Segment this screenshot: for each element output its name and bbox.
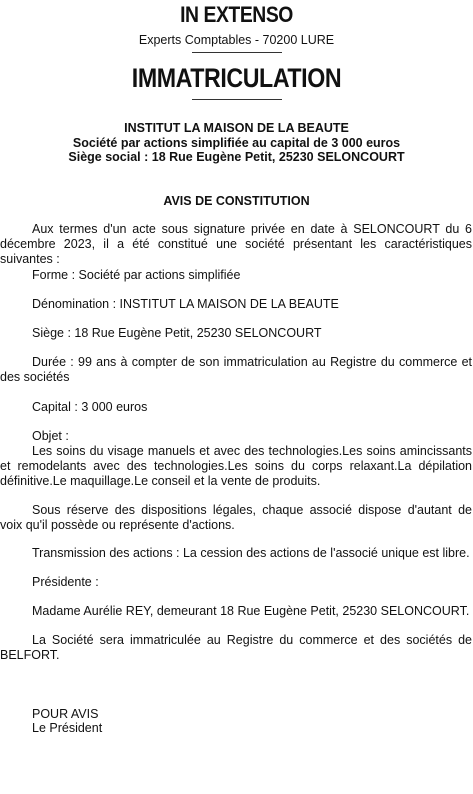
paragraph-immatriculation: La Société sera immatriculée au Registre du commerce et des sociétés de BELFORT. xyxy=(0,633,472,662)
paragraph-voix: Sous réserve des dispositions légales, chaque associé dispose d'autant de voix qu'il possède ou représente d'actions. xyxy=(0,503,472,532)
divider-heading xyxy=(192,99,282,100)
divider-top xyxy=(192,52,282,53)
notice-heading: IMMATRICULATION xyxy=(131,63,342,93)
signoff-pour-avis: POUR AVIS xyxy=(32,707,99,721)
brand-subtitle: Experts Comptables - 70200 LURE xyxy=(138,33,335,47)
paragraph-presidente-label: Présidente : xyxy=(32,575,99,589)
signoff-block xyxy=(32,707,102,735)
company-form-capital: Société par actions simplifiée au capital de 3 000 euros xyxy=(72,135,401,150)
company-seat: Siège social : 18 Rue Eugène Petit, 25230 SELONCOURT xyxy=(68,150,405,164)
paragraph-duree: Durée : 99 ans à compter de son immatriculation au Registre du commerce et des sociétés xyxy=(0,355,472,384)
company-name: INSTITUT LA MAISON DE LA BEAUTE xyxy=(124,121,349,135)
paragraph-intro: Aux termes d'un acte sous signature privée en date à SELONCOURT du 6 décembre 2023, il a été constitué une société présentant les caractéristiques suivantes : xyxy=(0,222,472,266)
paragraph-transmission: Transmission des actions : La cession des actions de l'associé unique est libre. xyxy=(32,546,470,560)
paragraph-objet-label: Objet : xyxy=(32,429,69,443)
company-block xyxy=(0,121,473,165)
notice-title: AVIS DE CONSTITUTION xyxy=(163,194,310,208)
brand-title: IN EXTENSO xyxy=(180,2,293,27)
paragraph-forme: Forme : Société par actions simplifiée xyxy=(32,268,241,282)
paragraph-presidente: Madame Aurélie REY, demeurant 18 Rue Eugène Petit, 25230 SELONCOURT. xyxy=(32,604,470,618)
paragraph-capital: Capital : 3 000 euros xyxy=(32,400,148,414)
paragraph-denomination: Dénomination : INSTITUT LA MAISON DE LA BEAUTE xyxy=(32,297,339,311)
paragraph-siege: Siège : 18 Rue Eugène Petit, 25230 SELONCOURT xyxy=(32,326,322,340)
paragraph-objet-text: Les soins du visage manuels et avec des technologies.Les soins amincissants et remodelants avec des technologies.Les soins du corps relaxant.La dépilation définitive.Le maquillage.Le conseil et la vente de produits. xyxy=(0,444,472,488)
signoff-president: Le Président xyxy=(32,721,103,735)
